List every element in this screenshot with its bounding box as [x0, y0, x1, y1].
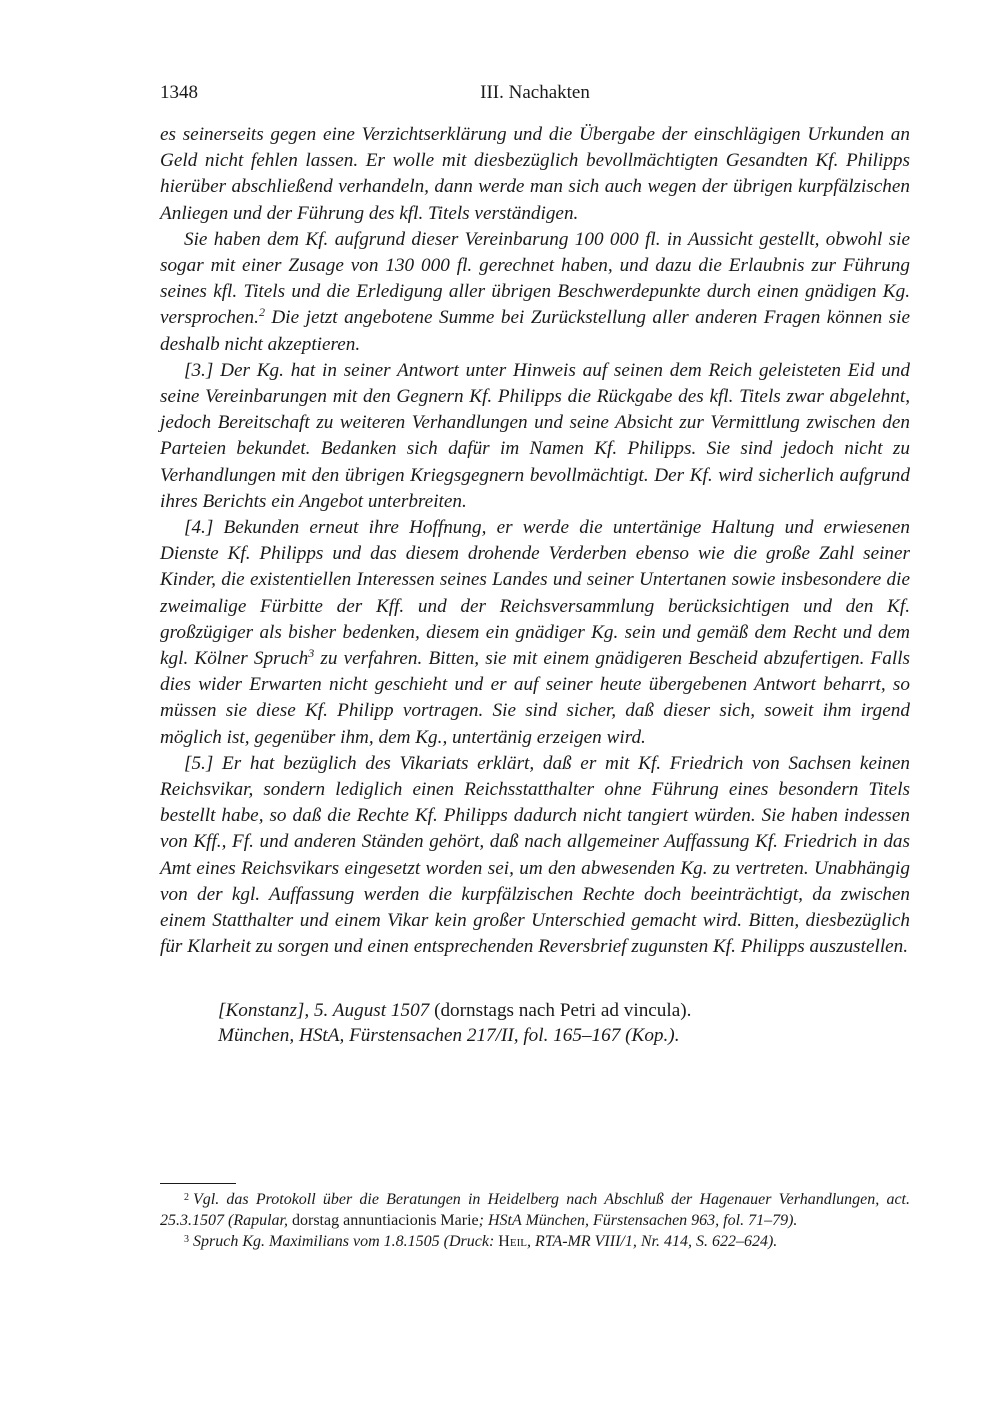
- running-head: III. Nachakten: [480, 82, 590, 103]
- paragraph-3-text: [3.] Der Kg. hat in seiner Antwort unter Hinweis auf seinen dem Reich geleisteten Eid und seine Vereinbarungen mit den Gegnern Kf. Philipps die Rückgabe des kfl. Titels zwar abgelehnt, jedoch Bereitschaft zu weiteren Verhandlungen und seine Absicht zur Vermittlung zwischen den Parteien bekundet. Bedanken sich dafür im Namen Kf. Philipps. Sie sind jedoch nicht zu Verhandlungen mit den übrigen Kriegsgegnern bevollmächtigt. Der Kf. wird sicherlich aufgrund ihres Berichts ein Angebot unterbreiten.: [160, 359, 910, 512]
- footnote-2-number: 2: [184, 1192, 189, 1203]
- main-text: [160, 122, 910, 961]
- footnote-2-text-c: ; HStA München, Fürstensachen 963, fol. 71–79).: [478, 1212, 798, 1229]
- paragraph-3: [160, 358, 910, 515]
- paragraph-1: [160, 122, 910, 227]
- paragraph-2-text-b: Die jetzt angebotene Summe bei Zurückstellung aller anderen Fragen können sie deshalb nicht akzeptieren.: [160, 307, 910, 355]
- footnote-2-text-b: dorstag annuntiacionis Marie: [288, 1212, 479, 1229]
- paragraph-4-text-b: zu verfahren. Bitten, sie mit einem gnädigeren Bescheid abzufertigen. Falls dies wider Erwarten nicht geschieht und er auf seiner heute übergebenen Antwort beharrt, so müssen sie diese Kf. Philipp vortragen. Sie sind sicher, daß dieser sich, soweit ihm irgend möglich ist, gegenüber ihm, dem Kg., untertänig erzeigen wird.: [160, 648, 910, 748]
- footnote-ref-2[interactable]: 2: [258, 305, 265, 320]
- footnote-3-text-b: , RTA-MR VIII/1, Nr. 414, S. 622–624).: [526, 1233, 778, 1250]
- dating-block: [218, 998, 918, 1048]
- footnotes: [160, 1189, 910, 1252]
- paragraph-2: [160, 227, 910, 358]
- page-header: [160, 82, 910, 108]
- footnote-2: [160, 1189, 910, 1231]
- footnote-ref-3[interactable]: 3: [308, 646, 315, 661]
- place-date: [Konstanz], 5. August 1507: [218, 1000, 430, 1021]
- footnote-2-text-a: Vgl. das Protokoll über die Beratungen in Heidelberg nach Abschluß der Hagenauer Verhandlungen, act. 25.3.1507 (Rapular,: [160, 1191, 910, 1229]
- source-line: München, HStA, Fürstensachen 217/II, fol. 165–167 (Kop.).: [218, 1025, 680, 1046]
- paragraph-5: [160, 751, 910, 961]
- footnote-divider: [160, 1183, 236, 1184]
- footnote-3-text-a: Spruch Kg. Maximilians vom 1.8.1505 (Druck:: [193, 1233, 499, 1250]
- page-number: 1348: [160, 82, 198, 103]
- footnote-3-author: Heil: [498, 1233, 527, 1250]
- paragraph-5-text: [5.] Er hat bezüglich des Vikariats erklärt, daß er mit Kf. Friedrich von Sachsen keinen Reichsvikar, sondern lediglich einen Reichsstatthalter ohne Führung eines besondern Titels bestellt habe, so daß die Rechte Kf. Philipps dadurch nicht tangiert würden. Sie haben indessen von Kff., Ff. und anderen Ständen gehört, daß nach allgemeiner Auffassung Kf. Friedrich in das Amt eines Reichsvikars eingesetzt worden sei, um den abwesenden Kg. zu vertreten. Unabhängig von der kgl. Auffassung werden die kurpfälzischen Rechte doch beeinträchtigt, da zwischen einem Statthalter und einem Vikar kein großer Unterschied gemacht wird. Bitten, diesbezüglich für Klarheit zu sorgen und einen entsprechenden Reversbrief zugunsten Kf. Philipps auszustellen.: [160, 752, 910, 958]
- paragraph-2-text-a: Sie haben dem Kf. aufgrund dieser Vereinbarung 100 000 fl. in Aussicht gestellt, obwohl sie sogar mit einer Zusage von 130 000 fl. gerechnet haben, und dazu die Erlaubnis zur Führung seines kfl. Titels und die Erledigung aller übrigen Beschwerdepunkte durch einen gnädigen Kg. versprochen.: [160, 228, 910, 329]
- footnote-3-number: 3: [184, 1234, 189, 1245]
- paragraph-4: [160, 515, 910, 751]
- original-date: (dornstags nach Petri ad vincula).: [429, 1000, 692, 1021]
- dating-line: [218, 998, 918, 1023]
- paragraph-4-text-a: [4.] Bekunden erneut ihre Hoffnung, er werde die untertänige Haltung und erwiesenen Dienste Kf. Philipps und das diesem drohende Verderben ebenso wie die große Zahl seiner Kinder, die existentiellen Interessen seines Landes und seiner Untertanen sowie insbesondere die zweimalige Fürbitte der Kff. und der Reichsversammlung berücksichtigen und den Kf. großzügiger als bisher bedenken, diesem ein gnädiger Kg. sein und gemäß dem Recht und dem kgl. Kölner Spruch: [160, 517, 910, 670]
- paragraph-1-text: es seinerseits gegen eine Verzichtserklärung und die Übergabe der einschlägigen Urkunden an Geld nicht fehlen lassen. Er wolle mit diesbezüglich bevollmächtigten Gesandten Kf. Philipps hierüber abschließend verhandeln, dann werde man sich auch wegen der übrigen kurpfälzischen Anliegen und der Führung des kfl. Titels verständigen.: [160, 124, 910, 224]
- footnote-3: [160, 1231, 910, 1252]
